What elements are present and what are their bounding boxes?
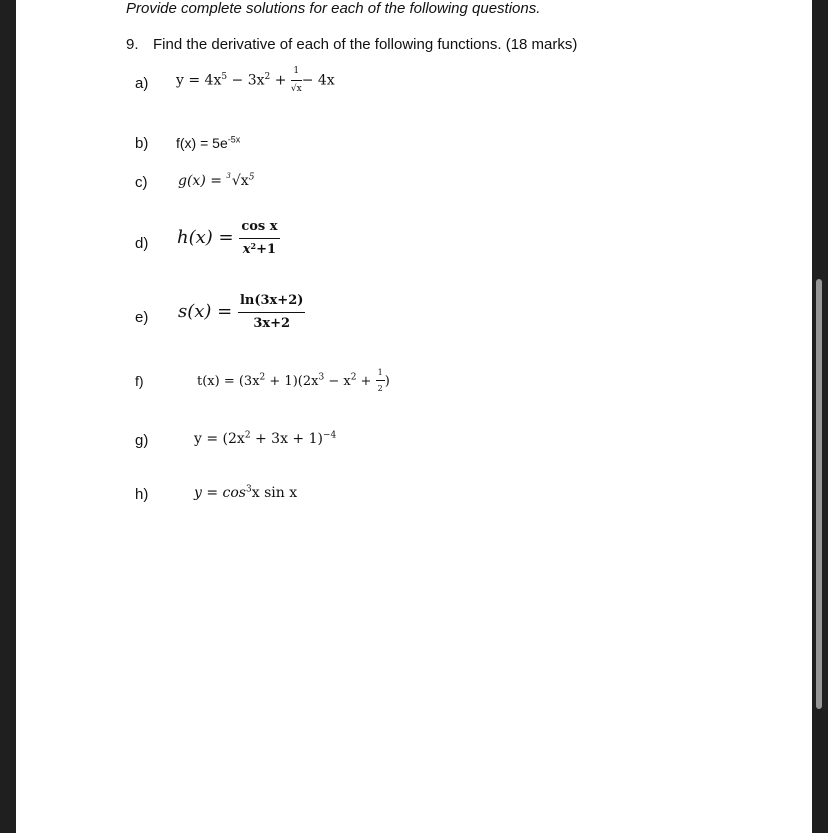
exponent: 5	[221, 72, 228, 83]
denominator	[239, 239, 279, 259]
item-d-expression	[177, 219, 280, 259]
expr-part: + 3x + 1)	[250, 431, 323, 447]
radical: √x	[231, 173, 249, 189]
numerator: cos x	[239, 219, 279, 239]
expr-part: +1	[256, 241, 277, 257]
denominator: √x	[290, 83, 302, 94]
item-a-expression	[176, 66, 335, 95]
expr-part: x sin x	[251, 485, 298, 501]
expr-part: s(x) =	[178, 300, 238, 322]
exponent: -5x	[227, 134, 241, 145]
exponent: 2	[250, 240, 257, 251]
fraction	[376, 368, 385, 395]
exponent: 3	[318, 372, 325, 383]
exponent: 2	[264, 72, 271, 83]
exponent: 2	[244, 430, 251, 441]
item-f-expression	[197, 368, 390, 395]
expr-part: − 4x	[301, 72, 335, 89]
item-e-expression	[178, 293, 305, 333]
expr-part: g(x) =	[178, 173, 227, 189]
expr-part: +	[270, 72, 291, 89]
exponent: 2	[350, 372, 357, 383]
expr-part: y = cos	[194, 485, 246, 501]
item-d-label: d)	[135, 235, 149, 252]
expr-part: +	[356, 373, 376, 389]
item-c-label: c)	[135, 174, 148, 191]
item-b-label: b)	[135, 135, 149, 152]
denominator: 3x+2	[253, 315, 291, 331]
expr-part: y = (2x	[194, 431, 245, 447]
expr-part: + 1)(2x	[265, 373, 319, 389]
expr-part: − x	[324, 373, 351, 389]
fraction	[291, 66, 302, 95]
expr-part: f(x) = 5e	[176, 135, 228, 151]
fraction	[238, 293, 305, 333]
question-text: Find the derivative of each of the following functions. (18 marks)	[153, 36, 578, 53]
item-h-label: h)	[135, 486, 149, 503]
item-a-label: a)	[135, 75, 149, 92]
numerator: 1	[376, 368, 385, 381]
item-c-expression	[178, 173, 254, 190]
instructions: Provide complete solutions for each of the following questions.	[126, 0, 541, 17]
expr-part: )	[384, 373, 390, 389]
numerator: 1	[291, 66, 302, 81]
exponent: 3	[246, 484, 252, 495]
exponent: 2	[259, 372, 266, 383]
expr-part: x	[242, 241, 251, 257]
item-g-label: g)	[135, 432, 149, 449]
expr-part: y = 4x	[176, 72, 222, 89]
expr-part: − 3x	[227, 72, 265, 89]
item-e-label: e)	[135, 309, 149, 326]
expr-part: t(x) = (3x	[197, 373, 260, 389]
vertical-scrollbar[interactable]	[816, 279, 822, 709]
denominator: 2	[377, 384, 383, 394]
numerator: ln(3x+2)	[238, 293, 305, 313]
question-number: 9.	[126, 36, 139, 53]
fraction	[239, 219, 279, 259]
item-h-expression	[194, 485, 297, 502]
item-g-expression	[194, 431, 336, 448]
document-page	[16, 0, 812, 833]
expr-part: h(x) =	[177, 226, 240, 248]
root-index: 3	[226, 172, 231, 180]
item-b-expression	[176, 135, 240, 152]
exponent: −4	[322, 430, 337, 441]
exponent: 5	[248, 172, 255, 183]
item-f-label: f)	[135, 373, 144, 389]
